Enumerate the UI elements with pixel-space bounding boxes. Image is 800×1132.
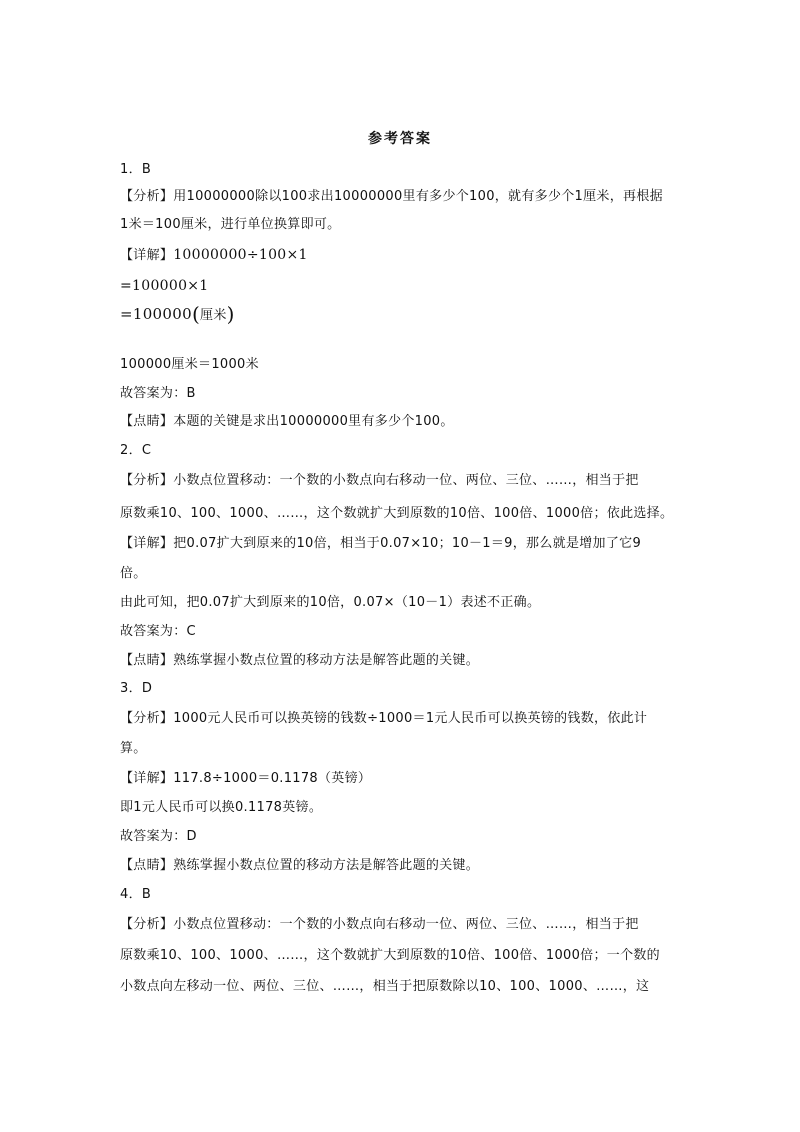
question-2-detail-cont: 倍。 <box>120 566 147 581</box>
question-1-detail <box>120 245 690 266</box>
question-2-conclusion: 故答案为：C <box>120 624 196 639</box>
formula-close-paren: ) <box>226 302 235 326</box>
question-1-comment: 【点睛】本题的关键是求出10000000里有多少个100。 <box>120 414 454 429</box>
question-3-answer: 3．D <box>120 681 153 696</box>
formula-step-2: =100000×1 <box>120 278 209 294</box>
question-2-analysis: 【分析】小数点位置移动：一个数的小数点向右移动一位、两位、三位、……，相当于把 <box>120 473 639 488</box>
question-2-answer: 2．C <box>120 443 152 458</box>
question-1-conversion: 100000厘米＝1000米 <box>120 357 259 372</box>
question-4-analysis-cont-2: 小数点向左移动一位、两位、三位、……，相当于把原数除以10、100、1000、……，这 <box>120 979 650 994</box>
formula-step-3 <box>120 304 690 326</box>
question-3-detail: 【详解】117.8÷1000＝0.1178（英镑） <box>120 771 372 786</box>
formula-unit: 厘米 <box>200 308 227 323</box>
question-3-analysis: 【分析】1000元人民币可以换英镑的钱数÷1000＝1元人民币可以换英镑的钱数，依此计 <box>120 711 648 726</box>
question-3-analysis-cont: 算。 <box>120 741 147 756</box>
question-3-result: 即1元人民币可以换0.1178英镑。 <box>120 800 323 815</box>
question-3-comment: 【点睛】熟练掌握小数点位置的移动方法是解答此题的关键。 <box>120 858 480 873</box>
question-2-analysis-cont: 原数乘10、100、1000、……，这个数就扩大到原数的10倍、100倍、1000倍；依此选择。 <box>120 506 674 521</box>
question-1-answer: 1．B <box>120 162 152 177</box>
formula-step-3-value: =100000 <box>120 305 192 323</box>
page-title: 参考答案 <box>368 131 432 147</box>
question-2-reasoning: 由此可知，把0.07扩大到原来的10倍，0.07×（10－1）表述不正确。 <box>120 595 541 610</box>
question-4-analysis: 【分析】小数点位置移动：一个数的小数点向右移动一位、两位、三位、……，相当于把 <box>120 917 639 932</box>
question-1-analysis: 【分析】用10000000除以100求出10000000里有多少个100，就有多少个1厘米，再根据 <box>120 189 663 204</box>
question-3-conclusion: 故答案为：D <box>120 829 197 844</box>
question-1-conclusion: 故答案为：B <box>120 386 196 401</box>
question-2-detail: 【详解】把0.07扩大到原来的10倍，相当于0.07×10；10－1＝9，那么就是增加了它9 <box>120 536 642 551</box>
detail-label: 【详解】 <box>120 248 174 263</box>
question-2-comment: 【点睛】熟练掌握小数点位置的移动方法是解答此题的关键。 <box>120 653 480 668</box>
question-1-analysis-cont: 1米＝100厘米，进行单位换算即可。 <box>120 217 341 232</box>
question-4-analysis-cont: 原数乘10、100、1000、……，这个数就扩大到原数的10倍、100倍、1000倍；一个数的 <box>120 948 660 963</box>
question-4-answer: 4．B <box>120 887 152 902</box>
formula-open-paren: ( <box>191 302 201 326</box>
formula-step-1: 10000000÷100×1 <box>173 247 308 263</box>
